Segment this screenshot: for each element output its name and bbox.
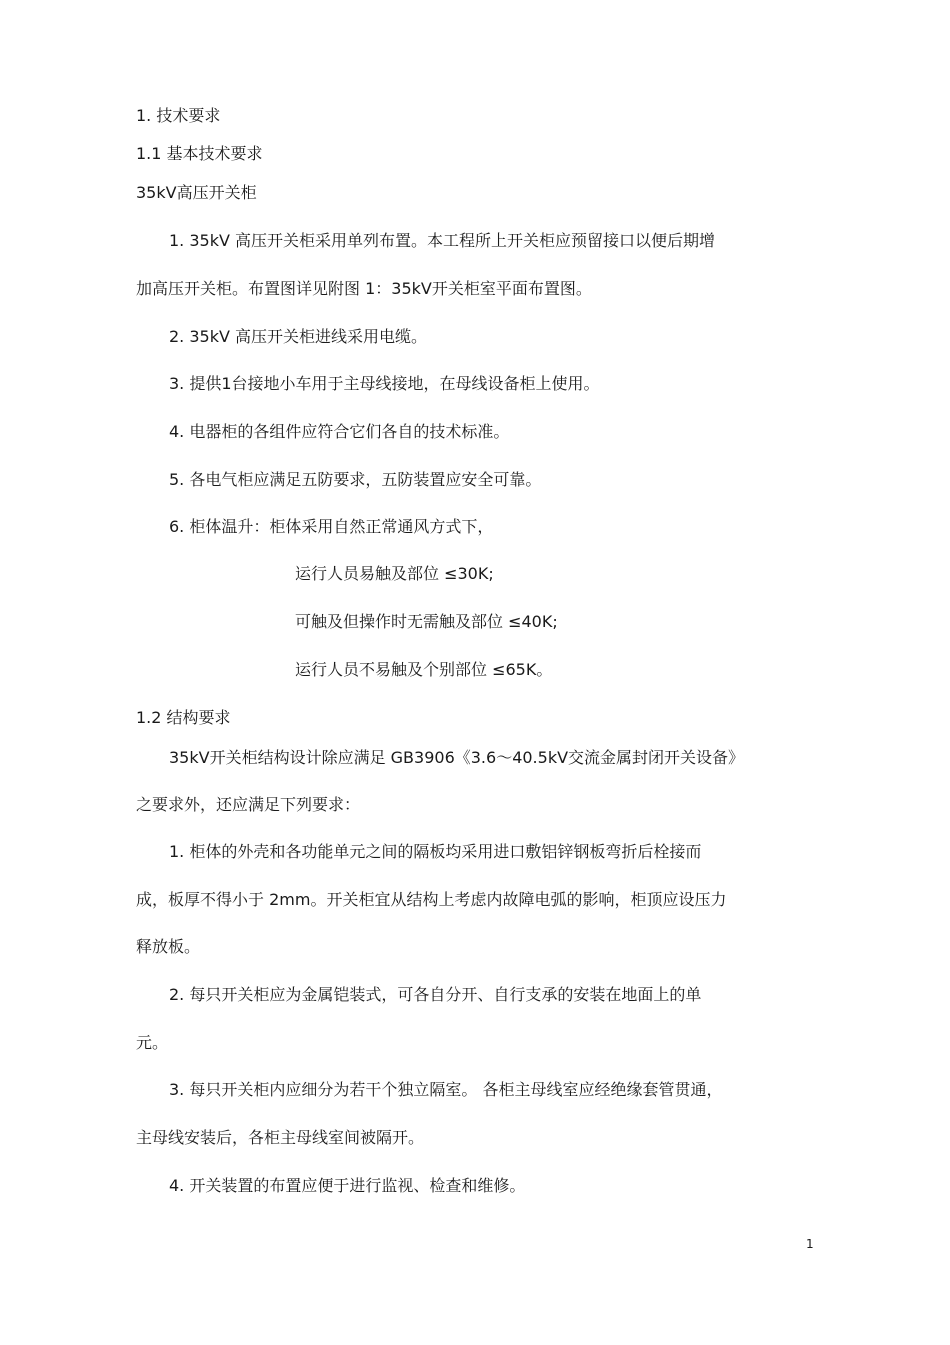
list-item: 2. 每只开关柜应为金属铠装式，可各自分开、自行支承的安装在地面上的单 [169, 985, 702, 1004]
heading-35kv-switchgear: 35kV高压开关柜 [136, 183, 257, 202]
page-number: 1 [806, 1237, 814, 1251]
list-item: 4. 电器柜的各组件应符合它们各自的技术标准。 [169, 422, 510, 441]
list-item: 2. 35kV 高压开关柜进线采用电缆。 [169, 327, 428, 346]
heading-section-1: 1. 技术要求 [136, 106, 221, 125]
paragraph-line: 35kV开关柜结构设计除应满足 GB3906《3.6～40.5kV交流金属封闭开关设备》 [169, 748, 745, 767]
list-item: 4. 开关装置的布置应便于进行监视、检查和维修。 [169, 1176, 526, 1195]
list-item: 3. 每只开关柜内应细分为若干个独立隔室。 各柜主母线室应经绝缘套管贯通， [169, 1080, 723, 1099]
paragraph-line: 1. 35kV 高压开关柜采用单列布置。本工程所上开关柜应预留接口以便后期增 [169, 231, 716, 250]
list-item: 3. 提供1台接地小车用于主母线接地，在母线设备柜上使用。 [169, 374, 600, 393]
paragraph-line: 释放板。 [136, 937, 201, 956]
paragraph-line: 加高压开关柜。布置图详见附图 1：35kV开关柜室平面布置图。 [136, 279, 592, 298]
paragraph-line: 成，板厚不得小于 2mm。开关柜宜从结构上考虑内故障电弧的影响，柜顶应设压力 [136, 890, 727, 909]
paragraph-line: 主母线安装后，各柜主母线室间被隔开。 [136, 1128, 425, 1147]
temperature-rise-line: 运行人员易触及部位 ≤30K; [295, 564, 494, 583]
list-item: 1. 柜体的外壳和各功能单元之间的隔板均采用进口敷铝锌钢板弯折后栓接而 [169, 842, 702, 861]
paragraph-line: 元。 [136, 1033, 169, 1052]
list-item: 6. 柜体温升：柜体采用自然正常通风方式下， [169, 517, 494, 536]
heading-section-1-2: 1.2 结构要求 [136, 708, 231, 727]
temperature-rise-line: 运行人员不易触及个别部位 ≤65K。 [295, 660, 553, 679]
list-item: 5. 各电气柜应满足五防要求，五防装置应安全可靠。 [169, 470, 542, 489]
temperature-rise-line: 可触及但操作时无需触及部位 ≤40K; [295, 612, 558, 631]
paragraph-line: 之要求外，还应满足下列要求： [136, 795, 361, 814]
heading-section-1-1: 1.1 基本技术要求 [136, 144, 263, 163]
